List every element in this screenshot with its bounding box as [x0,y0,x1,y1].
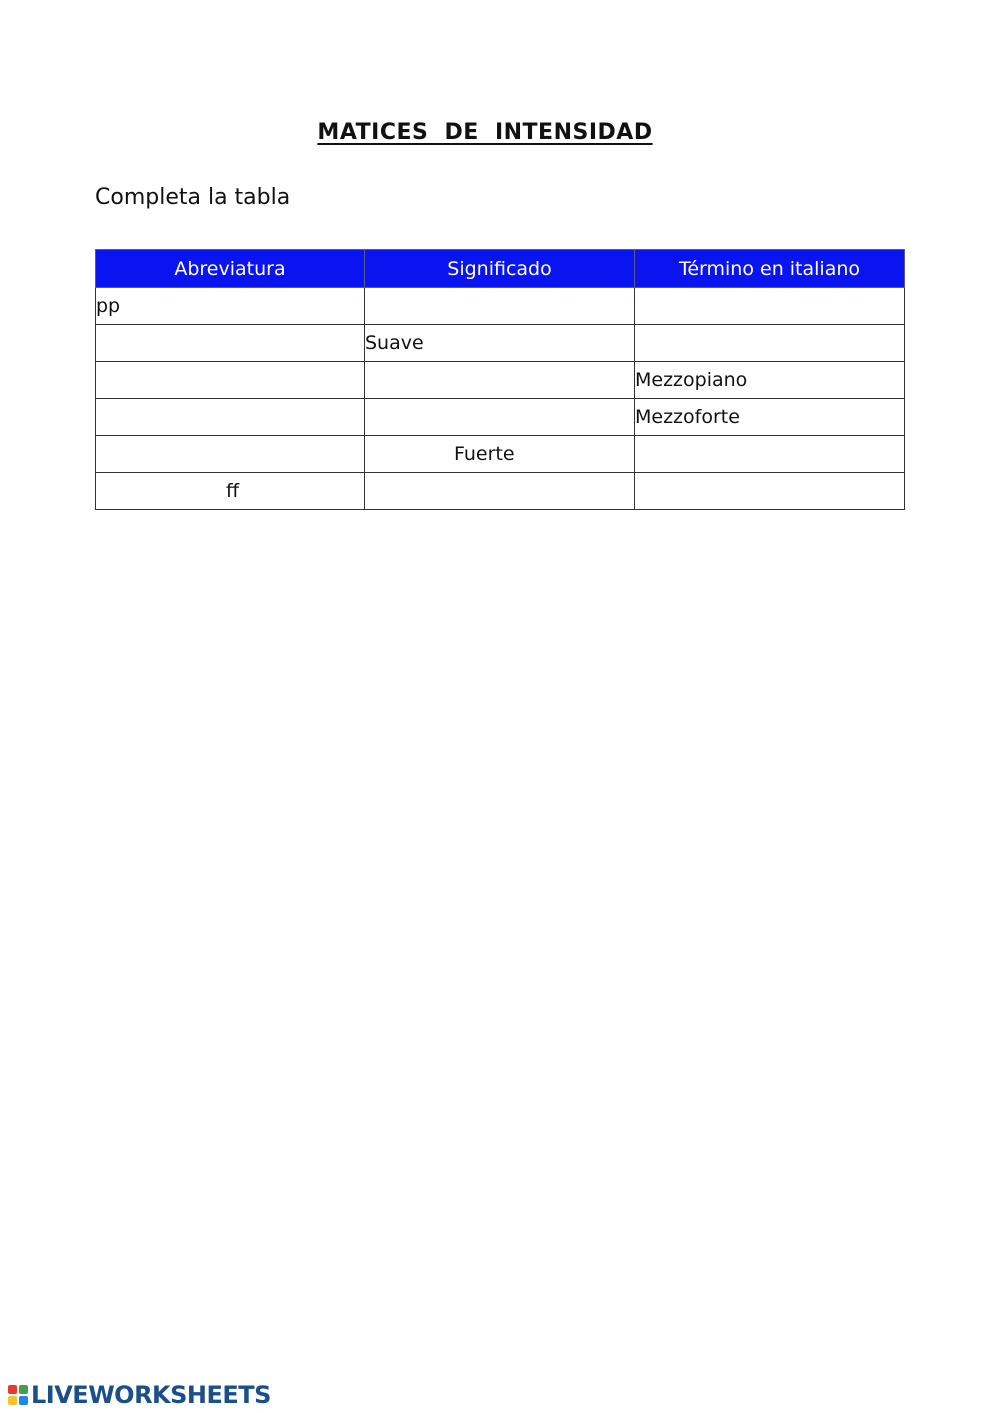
dynamics-table [95,249,905,510]
instruction-text: Completa la tabla [95,185,291,210]
header-termino-italiano: Término en italiano [635,250,905,288]
cell-termino[interactable] [635,436,905,473]
cell-significado[interactable] [365,288,635,325]
cell-significado[interactable]: Suave [365,325,635,362]
cell-abreviatura[interactable] [96,399,365,436]
table-row [96,288,905,325]
cell-significado[interactable] [365,399,635,436]
footer-brand [8,1380,271,1410]
liveworksheets-logo-icon [8,1385,28,1405]
worksheet-title: MATICES DE INTENSIDAD [317,120,653,145]
table-row [96,362,905,399]
cell-termino[interactable]: Mezzopiano [635,362,905,399]
table-header-row [96,250,905,288]
logo-square-red [8,1385,17,1394]
cell-significado[interactable] [365,473,635,510]
logo-square-green [19,1385,28,1394]
logo-square-blue [19,1396,28,1405]
cell-abreviatura[interactable] [96,436,365,473]
cell-termino[interactable] [635,325,905,362]
logo-square-yellow [8,1396,17,1405]
table-row [96,473,905,510]
cell-abreviatura[interactable] [96,362,365,399]
header-abreviatura: Abreviatura [96,250,365,288]
cell-abreviatura[interactable]: pp [96,288,365,325]
header-significado: Significado [365,250,635,288]
table-row [96,436,905,473]
table-row [96,325,905,362]
cell-abreviatura[interactable] [96,325,365,362]
cell-termino[interactable]: Mezzoforte [635,399,905,436]
cell-termino[interactable] [635,288,905,325]
cell-abreviatura[interactable]: ff [96,473,365,510]
table-row [96,399,905,436]
brand-name: LIVEWORKSHEETS [31,1381,271,1409]
cell-termino[interactable] [635,473,905,510]
cell-significado[interactable]: Fuerte [365,436,635,473]
cell-significado[interactable] [365,362,635,399]
